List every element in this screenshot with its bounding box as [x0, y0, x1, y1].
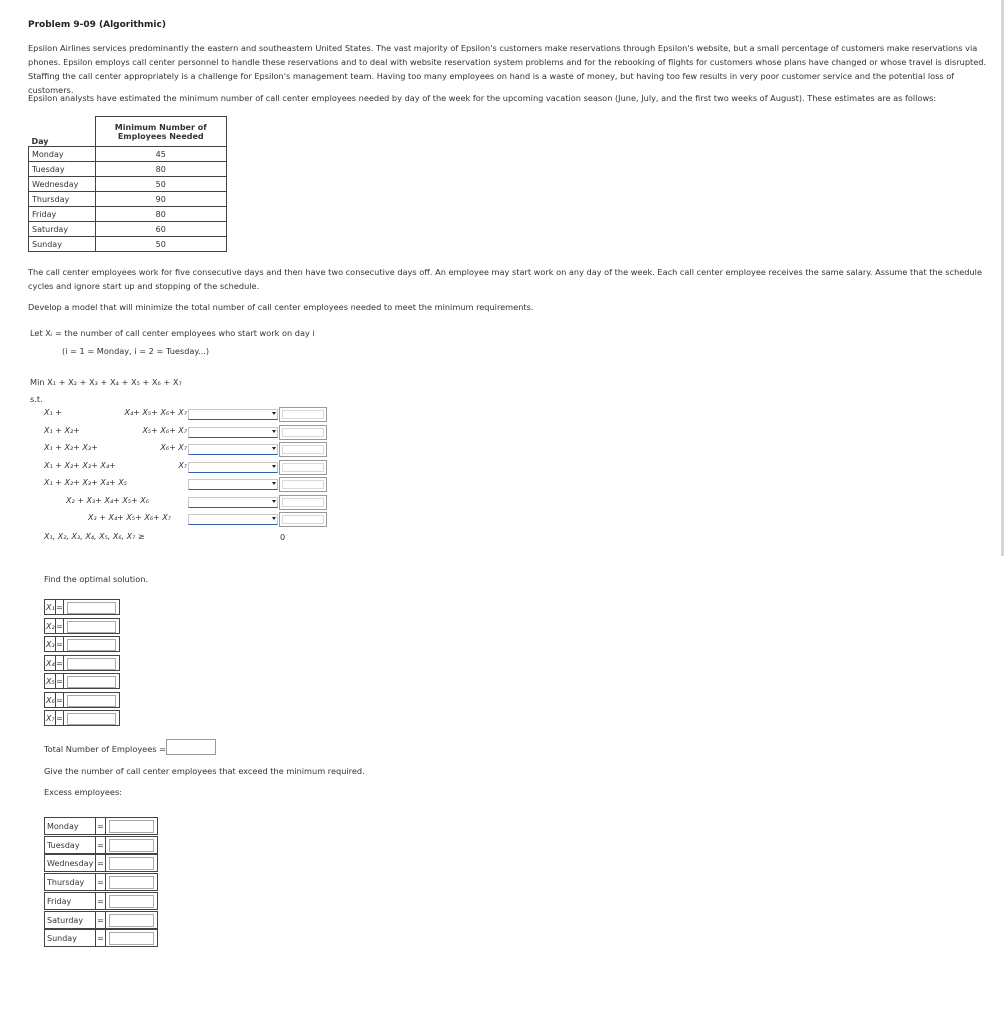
table-row: [29, 177, 227, 192]
excess-day-label: Thursday: [44, 873, 96, 891]
answer-row: [44, 599, 122, 616]
constraint-sign-select[interactable]: [188, 514, 278, 525]
answer-cell: [64, 692, 120, 708]
answer-row: [44, 655, 122, 672]
constraint-left: X₁ + X₂+ X₃+ X₄+: [44, 460, 116, 470]
constraint-rhs-input[interactable]: [279, 495, 327, 510]
nonnegativity-value: 0: [280, 532, 286, 542]
excess-input[interactable]: [109, 914, 154, 927]
answer-cell: [64, 673, 120, 689]
excess-input[interactable]: [109, 895, 154, 908]
constraint-rhs-input[interactable]: [279, 407, 327, 422]
excess-input[interactable]: [109, 876, 154, 889]
staffing-table: [28, 116, 227, 252]
table-day-cell: Thursday: [29, 192, 96, 207]
excess-row: [44, 836, 158, 855]
header-min-line1: Minimum Number of: [114, 122, 207, 132]
excess-row: [44, 817, 158, 836]
constraint-right: X₆+ X₇: [160, 443, 187, 452]
let-index: (i = 1 = Monday, i = 2 = Tuesday...): [62, 346, 210, 356]
constraint-right: X₇: [178, 460, 187, 470]
answer-equals: =: [56, 599, 64, 615]
table-value-cell: 60: [95, 222, 227, 237]
constraint-sign-select[interactable]: [188, 497, 278, 508]
excess-day-label: Monday: [44, 817, 96, 835]
constraint-rhs-input[interactable]: [279, 442, 327, 457]
excess-input[interactable]: [109, 857, 154, 870]
table-day-cell: Sunday: [29, 237, 96, 252]
excess-row: [44, 892, 158, 911]
excess-equals: =: [96, 854, 106, 872]
answer-cell: [64, 710, 120, 726]
table-value-cell: 50: [95, 237, 227, 252]
excess-day-label: Wednesday: [44, 854, 96, 872]
answer-input[interactable]: [67, 658, 116, 670]
constraint-left: X₁ +: [44, 408, 62, 417]
find-solution-text: Find the optimal solution.: [44, 574, 149, 584]
excess-equals: =: [96, 836, 106, 854]
excess-equals: =: [96, 892, 106, 910]
constraint-left: X₁ + X₂+: [44, 425, 80, 435]
answer-var-label: X₇: [44, 710, 56, 726]
answer-equals: =: [56, 692, 64, 708]
chevron-down-icon: [272, 430, 276, 433]
excess-cell: [106, 911, 158, 929]
cycle-paragraph: The call center employees work for five consecutive days and then have two consecutive days off. An employee may start work on any day of the week. Each call center employee receives the same salary. Assume that the schedule cycles and ignore start up and stopping of the schedule.: [28, 267, 982, 291]
answer-row: [44, 636, 122, 653]
excess-input[interactable]: [109, 839, 154, 852]
table-row: [29, 222, 227, 237]
answer-cell: [64, 636, 120, 652]
let-definition: Let Xᵢ = the number of call center employees who start work on day i: [30, 328, 315, 338]
answer-row: [44, 710, 122, 727]
total-label: Total Number of Employees =: [44, 744, 166, 754]
answer-equals: =: [56, 673, 64, 689]
table-day-cell: Friday: [29, 207, 96, 222]
answer-var-label: X₃: [44, 636, 56, 652]
constraint-left: X₃ + X₄+ X₅+ X₆+ X₇: [88, 513, 171, 522]
excess-question: Give the number of call center employees that exceed the minimum required.: [44, 766, 365, 776]
excess-day-label: Saturday: [44, 911, 96, 929]
answer-input[interactable]: [67, 639, 116, 651]
constraint-rhs-input[interactable]: [279, 460, 327, 475]
table-row: [29, 237, 227, 252]
excess-cell: [106, 929, 158, 947]
header-min-line2: Employees Needed: [117, 131, 204, 141]
answer-input[interactable]: [67, 621, 116, 633]
constraint-rhs-input[interactable]: [279, 477, 327, 492]
excess-cell: [106, 817, 158, 835]
constraint-left: X₁ + X₂+ X₃+: [44, 443, 98, 452]
constraint-rhs-input[interactable]: [279, 425, 327, 440]
excess-input[interactable]: [109, 932, 154, 945]
answer-row: [44, 692, 122, 709]
chevron-down-icon: [272, 412, 276, 415]
develop-text: Develop a model that will minimize the total number of call center employees needed to meet the minimum requirements.: [28, 302, 534, 312]
constraint-sign-select[interactable]: [188, 409, 278, 420]
answer-input[interactable]: [67, 602, 116, 614]
table-value-cell: 90: [95, 192, 227, 207]
table-value-cell: 45: [95, 147, 227, 162]
constraint-left: X₂ + X₃+ X₄+ X₅+ X₆: [66, 495, 149, 505]
objective-function: Min X₁ + X₂ + X₃ + X₄ + X₅ + X₆ + X₇: [30, 377, 182, 387]
constraint-sign-select[interactable]: [188, 462, 278, 473]
answer-input[interactable]: [67, 713, 116, 725]
header-min-employees: [95, 117, 227, 147]
answer-row: [44, 618, 122, 635]
intro-paragraph: Epsilon Airlines services predominantly the eastern and southeastern United States. The vast majority of Epsilon's customers make reservations through Epsilon's website, but a small percentage of customers make reservations via phones. Epsilon employs call center personnel to handle these reservations and to deal with website reservation system problems and for the rebooking of flights for customers whose plans have changed or whose travel is disrupted. Staffing the call center appropriately is a challenge for Epsilon's management team. Having too many employees on hand is a waste of money, but having too few results in very poor customer service and the potential loss of customers.: [28, 43, 987, 95]
answer-equals: =: [56, 710, 64, 726]
answer-cell: [64, 618, 120, 634]
answer-equals: =: [56, 618, 64, 634]
table-day-cell: Wednesday: [29, 177, 96, 192]
excess-row: [44, 929, 158, 948]
excess-cell: [106, 873, 158, 891]
table-day-cell: Tuesday: [29, 162, 96, 177]
answer-cell: [64, 655, 120, 671]
answer-equals: =: [56, 636, 64, 652]
excess-row: [44, 854, 158, 873]
header-day: Day: [29, 117, 96, 147]
excess-day-label: Friday: [44, 892, 96, 910]
answer-cell: [64, 599, 120, 615]
table-value-cell: 80: [95, 207, 227, 222]
answer-var-label: X₅: [44, 673, 56, 689]
constraint-left: X₁ + X₂+ X₃+ X₄+ X₅: [44, 478, 127, 487]
table-day-cell: Monday: [29, 147, 96, 162]
excess-row: [44, 873, 158, 892]
table-row: [29, 147, 227, 162]
table-row: [29, 207, 227, 222]
excess-cell: [106, 854, 158, 872]
table-value-cell: 80: [95, 162, 227, 177]
answer-input[interactable]: [67, 676, 116, 688]
answer-row: [44, 673, 122, 690]
answer-var-label: X₂: [44, 618, 56, 634]
excess-equals: =: [96, 911, 106, 929]
constraint-sign-select[interactable]: [188, 427, 278, 438]
table-row: [29, 162, 227, 177]
excess-row: [44, 911, 158, 930]
answer-equals: =: [56, 655, 64, 671]
constraint-rhs-input[interactable]: [279, 512, 327, 527]
excess-cell: [106, 836, 158, 854]
answer-var-label: X₆: [44, 692, 56, 708]
excess-input[interactable]: [109, 820, 154, 833]
chevron-down-icon: [272, 465, 276, 468]
problem-title: Problem 9-09 (Algorithmic): [28, 20, 166, 30]
subject-to-label: s.t.: [30, 394, 43, 404]
constraint-sign-select[interactable]: [188, 479, 278, 490]
excess-day-label: Sunday: [44, 929, 96, 947]
constraint-sign-select[interactable]: [188, 444, 278, 455]
chevron-down-icon: [272, 447, 276, 450]
excess-day-label: Tuesday: [44, 836, 96, 854]
answer-var-label: X₄: [44, 655, 56, 671]
answer-var-label: X₁: [44, 599, 56, 615]
estimate-paragraph: Epsilon analysts have estimated the minimum number of call center employees needed by day of the week for the upcoming vacation season (June, July, and the first two weeks of August). These estimates are as follows:: [28, 93, 937, 103]
answer-input[interactable]: [67, 695, 116, 707]
constraint-right: X₄+ X₅+ X₆+ X₇: [124, 408, 187, 417]
table-day-cell: Saturday: [29, 222, 96, 237]
excess-cell: [106, 892, 158, 910]
excess-equals: =: [96, 817, 106, 835]
nonnegativity-constraint: X₁, X₂, X₃, X₄, X₅, X₆, X₇ ≥: [44, 532, 145, 541]
excess-equals: =: [96, 929, 106, 947]
chevron-down-icon: [272, 500, 276, 503]
constraint-right: X₅+ X₆+ X₇: [142, 425, 187, 435]
table-value-cell: 50: [95, 177, 227, 192]
chevron-down-icon: [272, 517, 276, 520]
chevron-down-icon: [272, 482, 276, 485]
table-row: [29, 192, 227, 207]
excess-label: Excess employees:: [44, 787, 122, 797]
excess-equals: =: [96, 873, 106, 891]
total-employees-input[interactable]: [166, 739, 216, 755]
